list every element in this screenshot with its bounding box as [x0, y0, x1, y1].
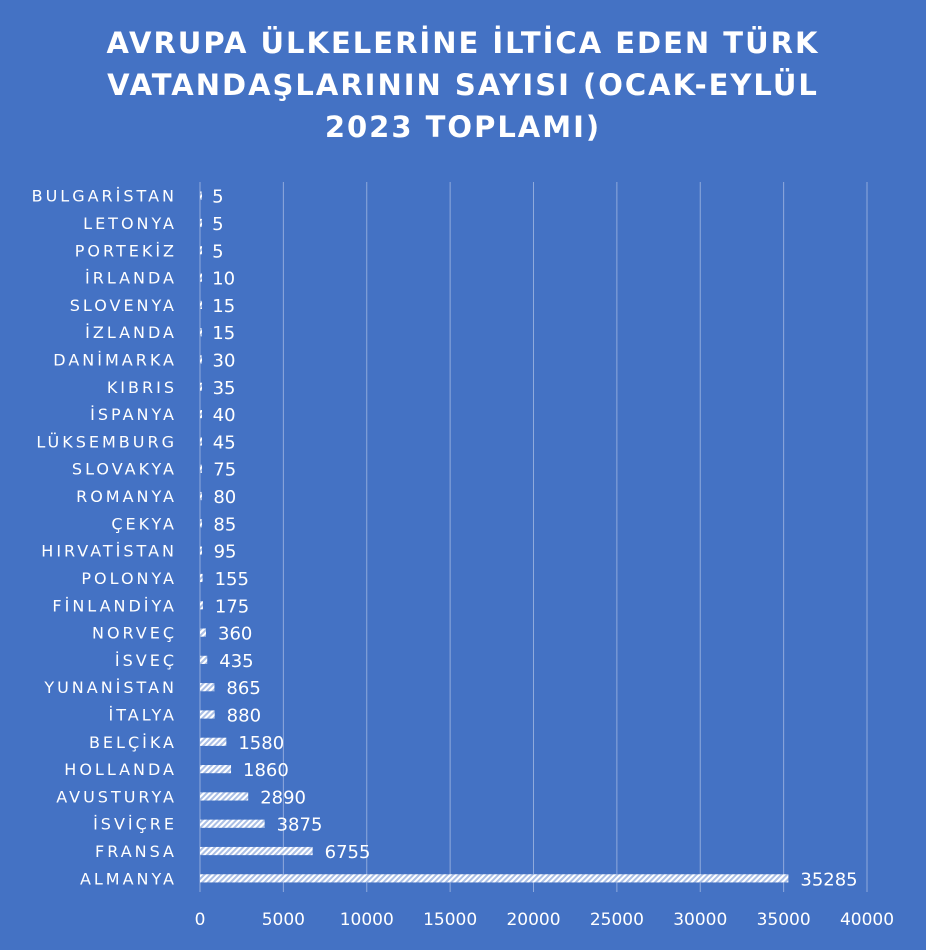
- data-label: 5: [212, 186, 224, 208]
- data-label: 15: [212, 323, 236, 345]
- data-label: 10: [212, 268, 236, 290]
- category-label: AVUSTURYA: [56, 787, 177, 807]
- data-label: 3875: [276, 814, 323, 836]
- category-label: YUNANİSTAN: [44, 678, 177, 698]
- data-label: 95: [213, 541, 237, 563]
- data-label: 5: [212, 213, 224, 235]
- category-label: FİNLANDİYA: [52, 596, 177, 616]
- data-label: 45: [212, 432, 236, 454]
- category-label: LETONYA: [83, 213, 177, 233]
- category-label: KIBRIS: [106, 377, 177, 397]
- data-label: 360: [218, 623, 253, 645]
- x-tick-label: 20000: [506, 910, 561, 930]
- bar: [200, 437, 202, 445]
- data-label: 865: [226, 678, 261, 700]
- bar: [200, 246, 202, 254]
- x-axis-tick-labels: [195, 910, 894, 930]
- bar: [200, 792, 248, 800]
- bar: [200, 273, 202, 281]
- data-label: 35: [212, 377, 236, 399]
- x-tick-label: 25000: [589, 910, 644, 930]
- bar: [200, 355, 202, 363]
- category-label: NORVEÇ: [91, 623, 177, 643]
- category-label: HIRVATİSTAN: [41, 541, 177, 561]
- x-tick-label: 5000: [261, 910, 306, 930]
- category-label: SLOVAKYA: [71, 459, 177, 479]
- category-label: DANİMARKA: [53, 350, 177, 370]
- bar: [200, 683, 214, 691]
- bar: [200, 765, 231, 773]
- data-label: 80: [213, 487, 237, 509]
- data-label: 85: [213, 514, 237, 536]
- bar: [200, 301, 202, 309]
- x-tick-label: 15000: [423, 910, 478, 930]
- bar: [200, 465, 202, 473]
- bar: [200, 574, 203, 582]
- x-tick-label: 30000: [673, 910, 728, 930]
- data-label: 1580: [238, 732, 285, 754]
- data-label: 5: [212, 241, 224, 263]
- data-labels: [212, 187, 858, 891]
- data-label: 880: [226, 705, 262, 727]
- x-tick-label: 35000: [756, 910, 811, 930]
- bar: [200, 628, 206, 636]
- data-label: 40: [212, 405, 236, 427]
- category-labels: [32, 187, 177, 889]
- x-tick-label: 40000: [839, 910, 895, 930]
- bar: [200, 601, 203, 609]
- bar: [200, 820, 265, 828]
- chart-title-line-3: 2023 TOPLAMI): [324, 110, 602, 144]
- category-label: BELÇİKA: [88, 732, 177, 752]
- category-label: ROMANYA: [76, 487, 177, 507]
- category-label: BULGARİSTAN: [31, 186, 177, 206]
- category-label: PORTEKİZ: [74, 241, 177, 261]
- category-label: İSVEÇ: [114, 650, 177, 670]
- data-label: 15: [212, 295, 236, 317]
- data-label: 1860: [243, 760, 289, 782]
- bar: [200, 656, 207, 664]
- data-label: 35285: [800, 869, 858, 891]
- category-label: İRLANDA: [84, 268, 177, 288]
- category-label: İSPANYA: [90, 405, 177, 425]
- bar: [200, 219, 202, 227]
- data-label: 2890: [260, 787, 307, 809]
- data-label: 435: [219, 650, 254, 672]
- data-label: 155: [214, 568, 249, 590]
- category-label: HOLLANDA: [64, 760, 177, 780]
- data-label: 75: [213, 459, 237, 481]
- bar: [200, 738, 226, 746]
- bar: [200, 410, 202, 418]
- category-label: POLONYA: [81, 568, 177, 588]
- category-label: İZLANDA: [85, 323, 177, 343]
- category-label: ALMANYA: [79, 869, 177, 889]
- category-label: SLOVENYA: [69, 295, 177, 315]
- x-tick-label: 0: [194, 910, 206, 930]
- chart-title-line-2: VATANDAŞLARININ SAYISI (OCAK-EYLÜL: [107, 68, 819, 102]
- x-tick-label: 10000: [339, 910, 394, 930]
- category-label: İTALYA: [108, 705, 177, 725]
- category-label: LÜKSEMBURG: [36, 432, 177, 452]
- category-label: FRANSA: [95, 842, 177, 862]
- bar: [200, 328, 202, 336]
- data-label: 175: [214, 596, 250, 618]
- bar: [200, 192, 202, 200]
- bar: [200, 492, 202, 500]
- chart-title-line-1: AVRUPA ÜLKELERİNE İLTİCA EDEN TÜRK: [106, 26, 820, 60]
- bar: [200, 874, 788, 882]
- bar: [200, 383, 202, 391]
- category-label: İSVİÇRE: [93, 814, 177, 834]
- data-label: 6755: [324, 842, 371, 864]
- data-label: 30: [212, 350, 236, 372]
- category-label: ÇEKYA: [111, 514, 177, 534]
- bar: [200, 847, 313, 855]
- bar: [200, 547, 202, 555]
- bar: [200, 710, 215, 718]
- bar: [200, 519, 202, 527]
- gridlines: [200, 182, 867, 892]
